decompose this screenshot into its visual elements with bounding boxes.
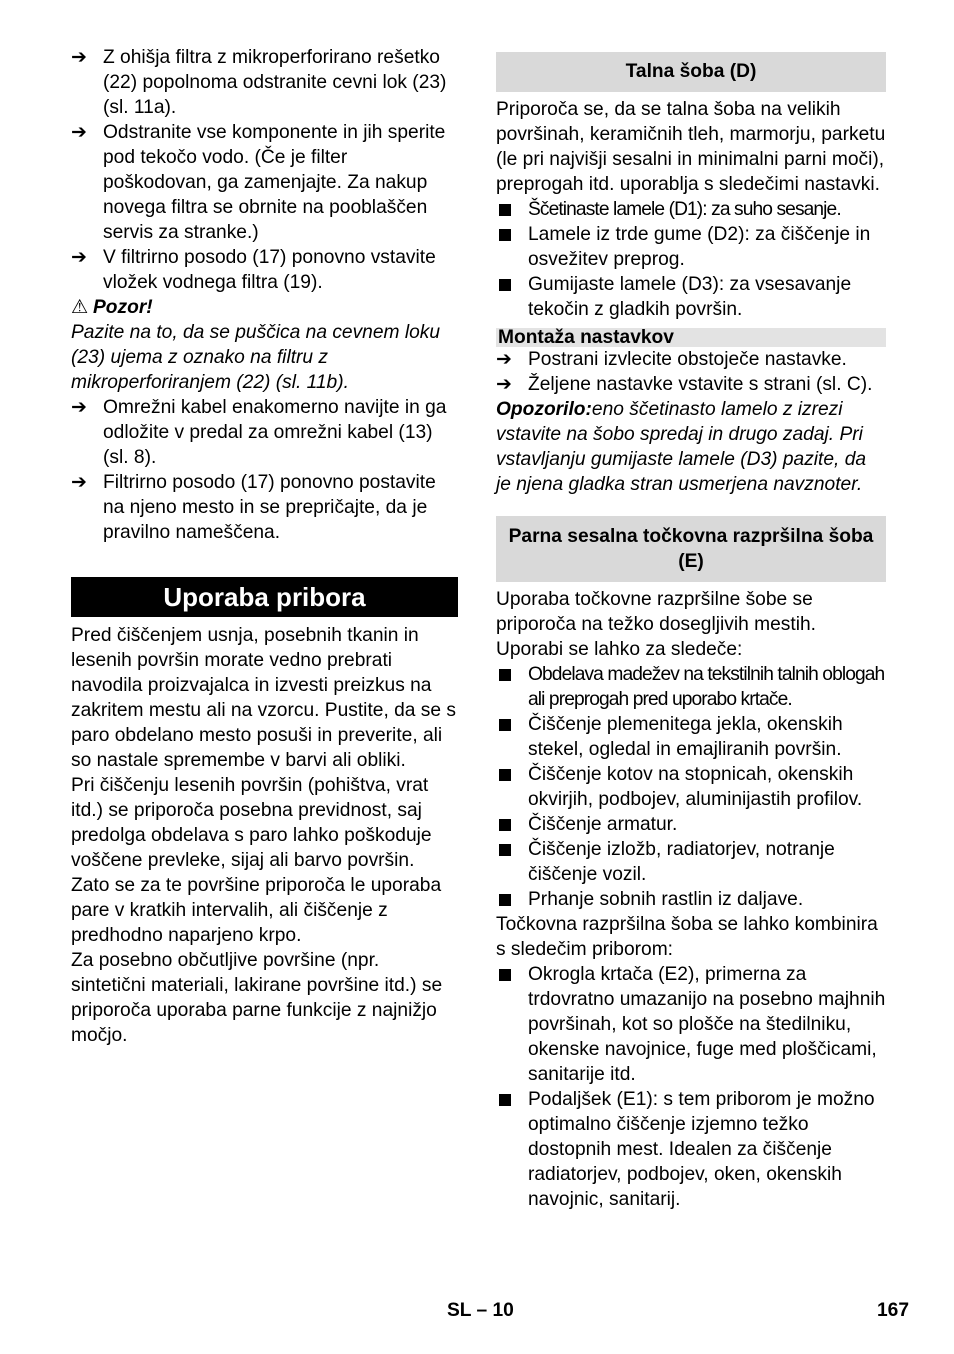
instruction-step <box>71 245 458 295</box>
step-text: Željene nastavke vstavite s strani (sl. C). <box>528 374 873 395</box>
footer-section-label: SL – 10 <box>447 1300 514 1321</box>
square-bullet-icon <box>499 669 511 681</box>
arrow-icon: ➔ <box>496 349 512 370</box>
list-item-text: Čiščenje izložb, radiatorjev, notranje čiščenje vozil. <box>528 839 835 885</box>
square-bullet-icon <box>499 769 511 781</box>
list-item-text: Lamele iz trde gume (D2): za čiščenje in osvežitev preprog. <box>528 224 871 270</box>
list-item <box>496 1087 886 1212</box>
step-text: Odstranite vse komponente in jih sperite pod tekočo vodo. (Če je filter poškodovan, ga zamenjajte. Za nakup novega filtra se obrnite na pooblaščen servis za stranke.) <box>103 122 446 243</box>
arrow-icon: ➔ <box>71 397 87 418</box>
combo-intro: Točkovna razpršilna šoba se lahko kombinira s sledečim priborom: <box>496 914 878 960</box>
square-bullet-icon <box>499 279 511 291</box>
warning-title-text: Pozor! <box>93 297 153 318</box>
step-text: Postrani izvlecite obstoječe nastavke. <box>528 349 847 370</box>
list-item <box>496 222 886 272</box>
square-bullet-icon <box>499 719 511 731</box>
warning-text: Pazite na to, da se puščica na cevnem loku (23) ujema z oznako na filtru z mikroperforiranjem (22) (sl. 11b). <box>71 322 441 393</box>
arrow-icon: ➔ <box>71 247 87 268</box>
instruction-list-bottom <box>71 395 458 545</box>
list-item-text: Obdelava madežev na tekstilnih talnih oblogah ali preprogah pred uporabo krtače. <box>528 664 885 710</box>
note <box>496 397 886 497</box>
left-column <box>71 45 458 1048</box>
step-text: Filtrirno posodo (17) ponovno postavite na njeno mesto in se prepričajte, da je pravilno nameščena. <box>103 472 436 543</box>
list-item <box>496 712 886 762</box>
warning-icon: ⚠ <box>71 297 89 318</box>
list-item-text: Okrogla krtača (E2), primerna za trdovratno umazanijo na posebno majhnih površinah, kot so plošče na štedilniku, okenske navojnice, fuge med ploščicami, sanitarije itd. <box>528 964 886 1085</box>
step-text: Z ohišja filtra z mikroperforirano rešetko (22) popolnoma odstranite cevni lok (23) (sl. 11a). <box>103 47 447 118</box>
instruction-step <box>71 395 458 470</box>
warning-block <box>71 295 458 395</box>
square-bullet-icon <box>499 844 511 856</box>
page-number: 167 <box>877 1300 910 1321</box>
list-item <box>496 962 886 1087</box>
instruction-step <box>71 470 458 545</box>
square-bullet-icon <box>499 229 511 241</box>
list-item-text: Čiščenje armatur. <box>528 814 678 835</box>
mounting-steps <box>496 347 886 397</box>
spot-intro: Uporaba točkovne razpršilne šobe se priporoča na težko dosegljivih mestih. <box>496 589 816 635</box>
spot-uses-list <box>496 662 886 912</box>
spot-intro: Uporabi se lahko za sledeče: <box>496 639 743 660</box>
arrow-icon: ➔ <box>71 122 87 143</box>
list-item <box>496 662 886 712</box>
list-item <box>496 812 886 837</box>
list-item <box>496 762 886 812</box>
square-bullet-icon <box>499 894 511 906</box>
list-item <box>496 197 886 222</box>
list-item <box>496 837 886 887</box>
arrow-icon: ➔ <box>71 47 87 68</box>
instruction-step <box>71 120 458 245</box>
note-text: eno ščetinasto lamelo z izrezi vstavite na šobo spredaj in drugo zadaj. Pri vstavljanju gumijaste lamele (D3) pazite, da je njena gladka stran usmerjena navznoter. <box>496 399 867 495</box>
paragraph: Pred čiščenjem usnja, posebnih tkanin in lesenih površin morate vedno prebrati navodila proizvajalca in izvesti preizkus na zakritem mestu ali na vzorcu. Pustite, da se s paro obdelano mesto posuši in preverite, ali so nastale spremembe v barvi ali obliki. <box>71 625 456 771</box>
arrow-icon: ➔ <box>496 374 512 395</box>
list-item-text: Čiščenje kotov na stopnicah, okenskih okvirjih, podbojev, aluminijastih profilov. <box>528 764 863 810</box>
square-bullet-icon <box>499 969 511 981</box>
warning-title <box>71 295 458 320</box>
mounting-subheading: Montaža nastavkov <box>496 328 886 347</box>
right-column <box>496 45 886 1212</box>
step-text: V filtrirno posodo (17) ponovno vstavite vložek vodnega filtra (19). <box>103 247 436 293</box>
list-item <box>496 272 886 322</box>
step-text: Omrežni kabel enakomerno navijte in ga odložite v predal za omrežni kabel (13) (sl. 8). <box>103 397 447 468</box>
floor-intro: Priporoča se, da se talna šoba na velikih površinah, keramičnih tleh, marmorju, parketu (le pri najvišji sesalni in minimalni parni moči), preprogah itd. uporablja s sledečimi nastavki. <box>496 99 886 195</box>
square-bullet-icon <box>499 204 511 216</box>
instruction-step <box>496 347 886 372</box>
instruction-step <box>71 45 458 120</box>
paragraph: Za posebno občutljive površine (npr. sintetični materiali, lakirane površine itd.) se priporoča uporaba parne funkcije z najnižjo močjo. <box>71 950 443 1046</box>
floor-attachments-list <box>496 197 886 322</box>
square-bullet-icon <box>499 819 511 831</box>
list-item <box>496 887 886 912</box>
list-item-text: Prhanje sobnih rastlin iz daljave. <box>528 889 804 910</box>
list-item-text: Podaljšek (E1): s tem priborom je možno optimalno čiščenje izjemno težko dostopnih mest. Idealen za čiščenje radiatorjev, podbojev, oken, okenskih navojnic, sanitarij. <box>528 1089 875 1210</box>
square-bullet-icon <box>499 1094 511 1106</box>
instruction-list-top <box>71 45 458 295</box>
paragraph: Pri čiščenju lesenih površin (pohištva, vrat itd.) se priporoča posebna previdnost, saj predolga obdelava s paro lahko poškoduje voščene prevleke, sijaj ali barvo površin. Zato se za te površine priporoča le uporaba pare v kratkih intervalih, ali čiščenje z predhodno naparjeno krpo. <box>71 775 442 946</box>
combo-list <box>496 962 886 1212</box>
instruction-step <box>496 372 886 397</box>
list-item-text: Čiščenje plemenitega jekla, okenskih stekel, ogledal in emajliranih površin. <box>528 714 843 760</box>
list-item-text: Ščetinaste lamele (D1): za suho sesanje. <box>528 199 841 220</box>
list-item-text: Gumijaste lamele (D3): za vsesavanje tekočin z gladkih površin. <box>528 274 852 320</box>
spot-nozzle-heading: Parna sesalna točkovna razpršilna šoba (E) <box>496 516 886 582</box>
section-title-banner: Uporaba pribora <box>71 577 458 617</box>
arrow-icon: ➔ <box>71 472 87 493</box>
note-label: Opozorilo: <box>496 399 592 420</box>
floor-nozzle-heading: Talna šoba (D) <box>496 52 886 92</box>
